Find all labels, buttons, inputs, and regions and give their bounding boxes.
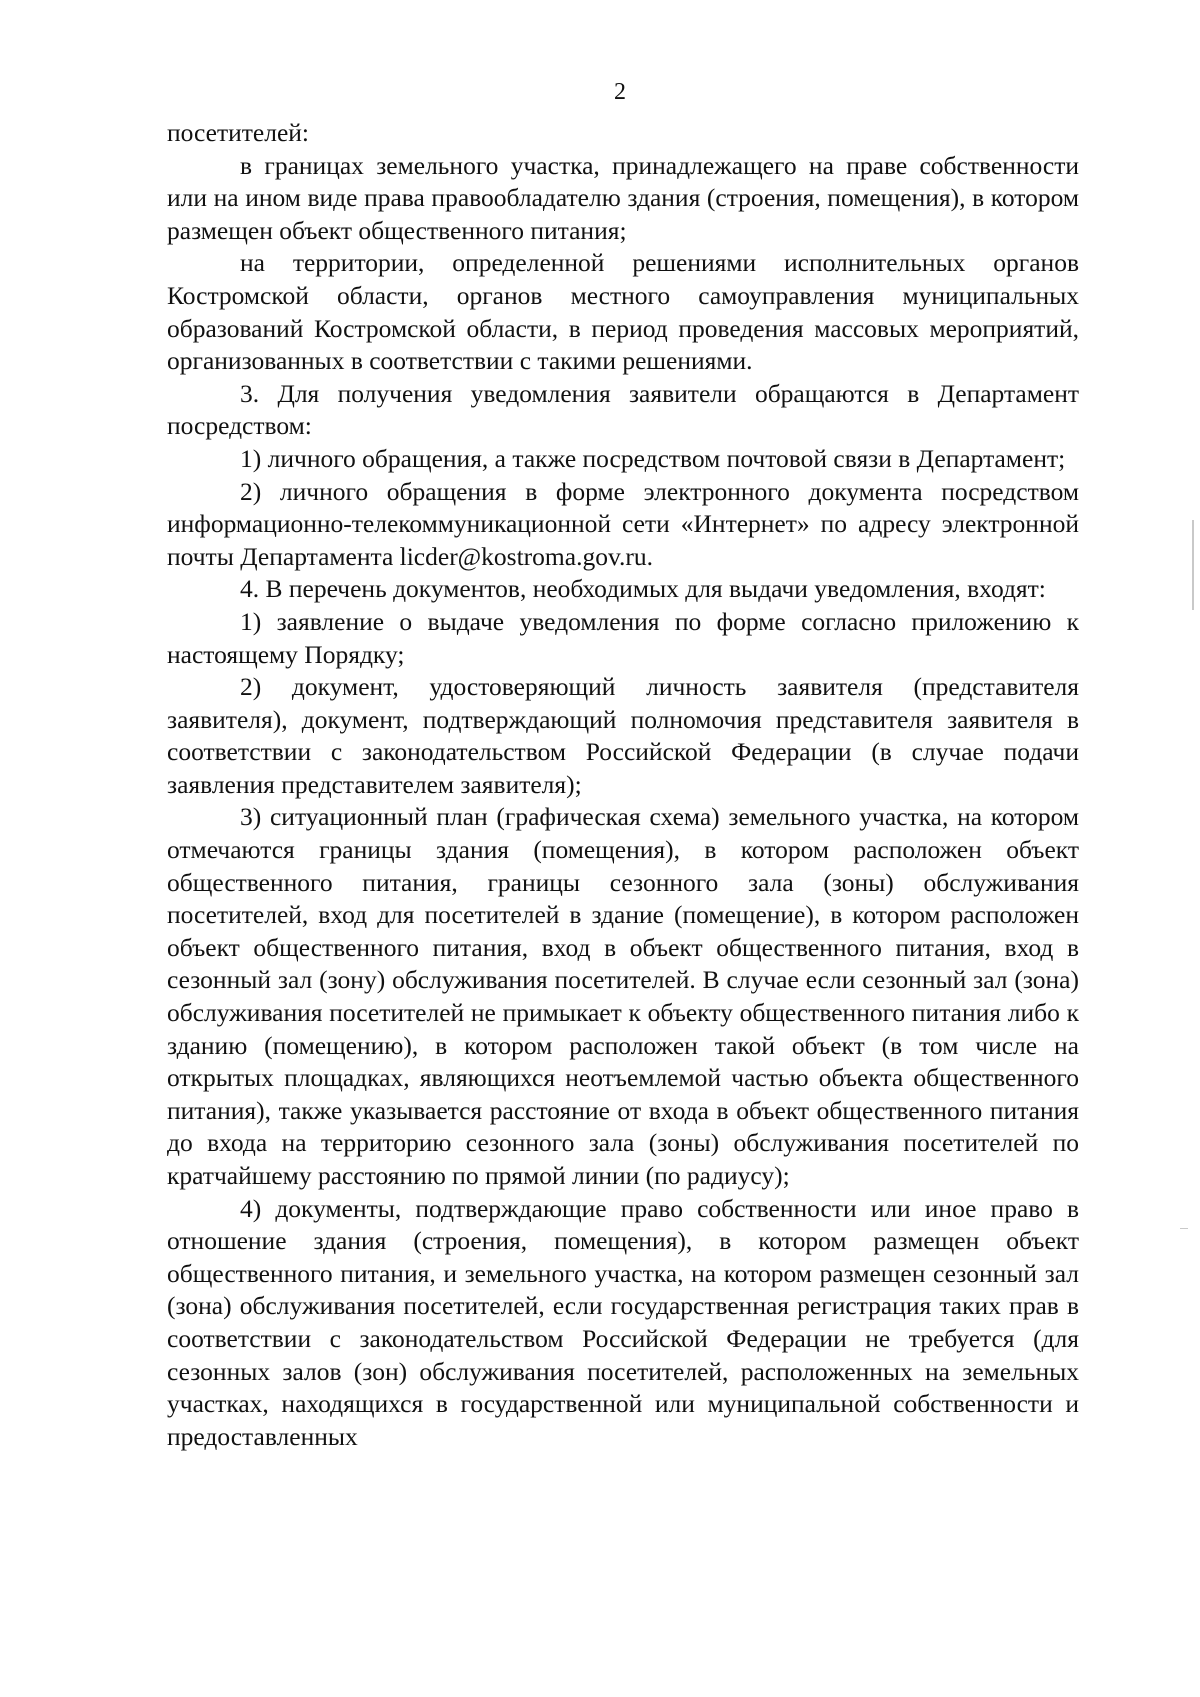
scan-margin-mark: [1180, 1228, 1188, 1229]
paragraph-territory: на территории, определенной решениями исполнительных органов Костромской области, органов местного самоуправления муниципальных образований Костромской области, в период проведения массовых мероприятий, организованных в соответствии с такими решениями.: [167, 248, 1079, 376]
paragraph-item-4-2: 2) документ, удостоверяющий личность заявителя (представителя заявителя), документ, подтверждающий полномочия представителя заявителя в соответствии с законодательством Российской Федерации (в случае подачи заявления представителем заявителя);: [167, 672, 1079, 799]
paragraph-item-3-2: 2) личного обращения в форме электронного документа посредством информационно-телекоммуникационной сети «Интернет» по адресу электронной почты Департамента licder@kostroma.gov.ru.: [167, 476, 1079, 571]
paragraph-continuation: посетителей:: [167, 118, 310, 147]
paragraph-item-4-1: 1) заявление о выдаче уведомления по форме согласно приложению к настоящему Порядку;: [167, 606, 1079, 669]
document-body: [167, 117, 1079, 1453]
paragraph-item-4-3: 3) ситуационный план (графическая схема) земельного участка, на котором отмечаются границы здания (помещения), в котором расположен объект общественного питания, границы сезонного зала (зоны) обслуживания посетителей, вход для посетителей в здание (помещение), в котором расположен объект общественного питания, вход в объект общественного питания, вход в сезонный зал (зону) обслуживания посетителей. В случае если сезонный зал (зона) обслуживания посетителей не примыкает к объекту общественного питания либо к зданию (помещению), в котором расположен такой объект (в том числе на открытых площадках, являющихся неотъемлемой частью объекта общественного питания), также указывается расстояние от входа в объект общественного питания до входа на территорию сезонного зала (зоны) обслуживания посетителей по кратчайшему расстоянию по прямой линии (по радиусу);: [167, 802, 1079, 1190]
paragraph-item-4: 4. В перечень документов, необходимых для выдачи уведомления, входят:: [240, 574, 1046, 604]
paragraph-land-plot: в границах земельного участка, принадлежащего на праве собственности или на ином виде права правообладателю здания (строения, помещения), в котором размещен объект общественного питания;: [167, 150, 1079, 245]
paragraph-item-3: 3. Для получения уведомления заявители обращаются в Департамент посредством:: [167, 378, 1079, 441]
scan-margin-mark: [1192, 520, 1194, 610]
page-number: 2: [614, 79, 626, 105]
paragraph-item-3-1: 1) личного обращения, а также посредством почтовой связи в Департамент;: [240, 443, 1066, 473]
paragraph-item-4-4: 4) документы, подтверждающие право собственности или иное право в отношение здания (строения, помещения), в котором размещен объект общественного питания, и земельного участка, на котором размещен сезонный зал (зона) обслуживания посетителей, если государственная регистрация таких прав в соответствии с законодательством Российской Федерации не требуется (для сезонных залов (зон) обслуживания посетителей, расположенных на земельных участках, находящихся в государственной или муниципальной собственности и предоставленных: [167, 1193, 1079, 1451]
